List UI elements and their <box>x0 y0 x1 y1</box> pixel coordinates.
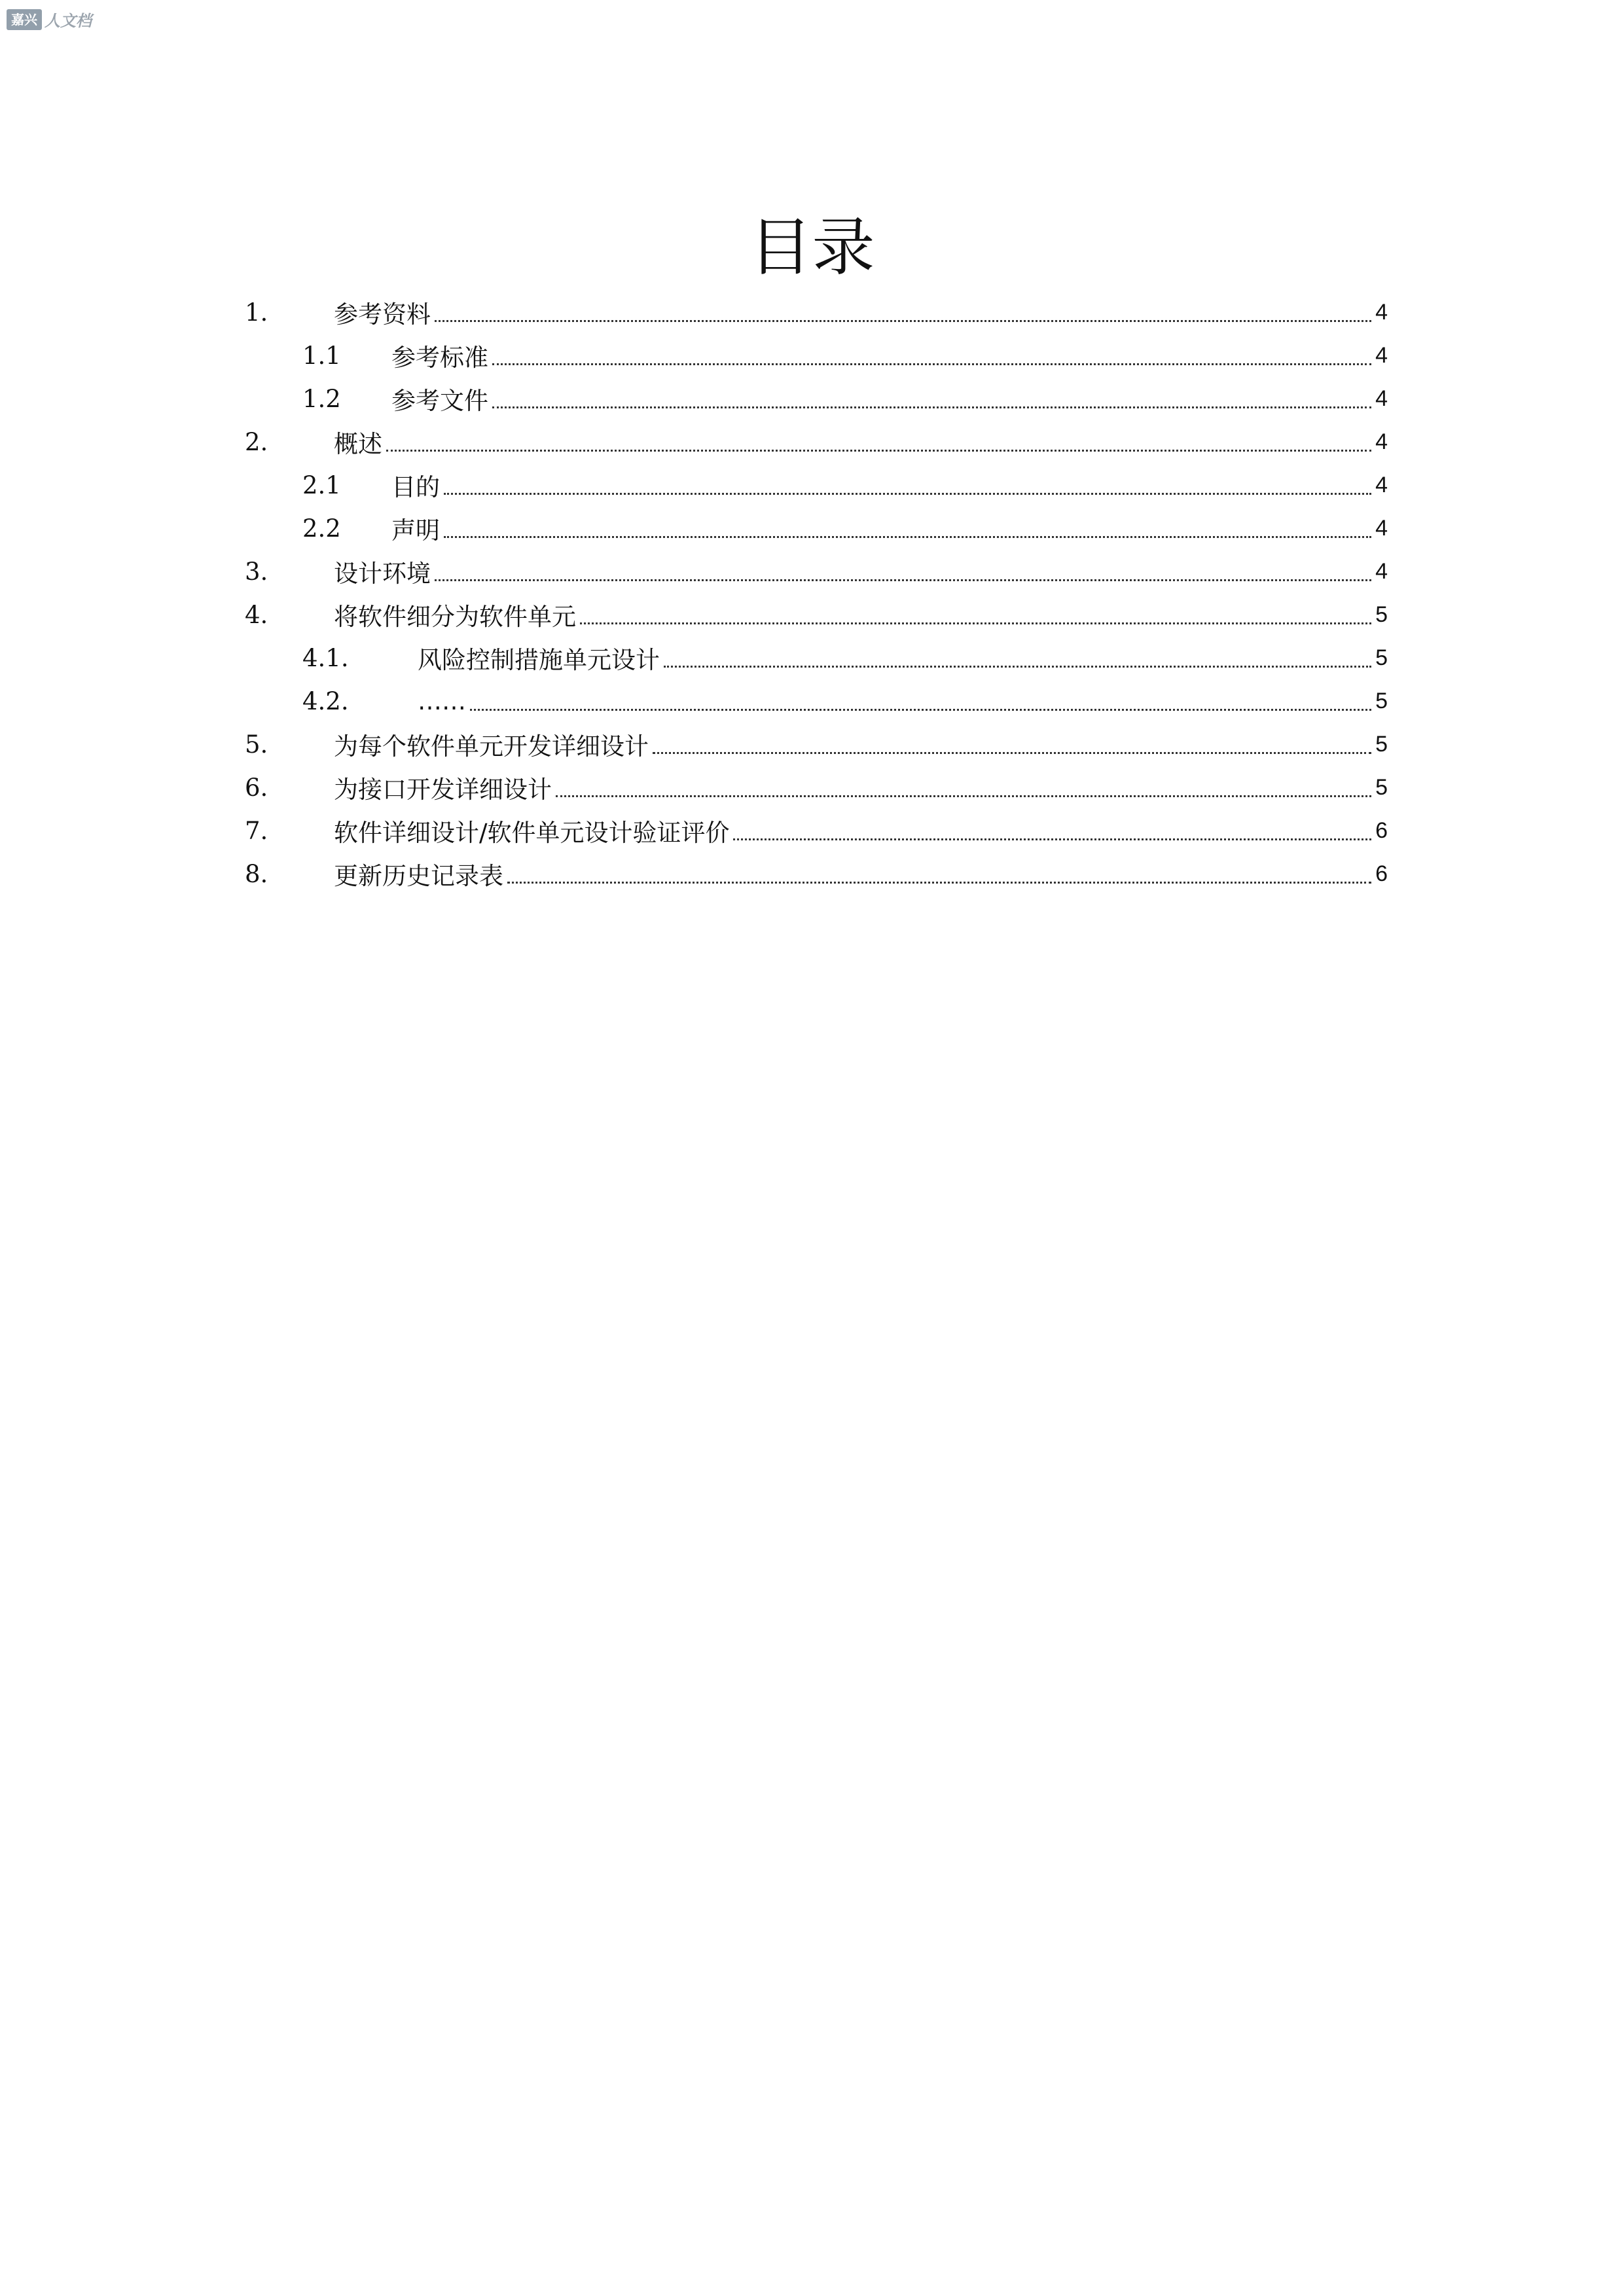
toc-leader-dots <box>580 622 1371 624</box>
toc-entry-number: 1.1 <box>302 341 341 370</box>
toc-entry[interactable] <box>245 291 1388 334</box>
table-of-contents <box>245 291 1388 895</box>
toc-entry-number: 4.2. <box>302 687 349 715</box>
toc-entry[interactable] <box>245 723 1388 766</box>
toc-leader-dots <box>664 666 1371 668</box>
toc-entry[interactable] <box>245 809 1388 852</box>
toc-entry-page: 4 <box>1375 299 1388 325</box>
toc-entry[interactable] <box>245 377 1388 420</box>
toc-entry[interactable] <box>245 679 1388 723</box>
toc-entry[interactable] <box>245 766 1388 809</box>
toc-entry-number: 2.1 <box>302 471 341 499</box>
toc-leader-dots <box>470 709 1371 711</box>
watermark-logo-text: 人文档 <box>45 12 92 30</box>
toc-entry-page: 5 <box>1375 731 1388 757</box>
toc-entry-page: 4 <box>1375 429 1388 454</box>
toc-entry-number: 4. <box>245 600 268 629</box>
toc-entry-title: 参考文件 <box>391 387 488 415</box>
toc-entry[interactable] <box>245 550 1388 593</box>
toc-entry-page: 5 <box>1375 601 1388 627</box>
toc-entry-number: 7. <box>245 816 268 845</box>
toc-entry-title: 参考标准 <box>391 344 488 372</box>
page-title: 目录 <box>749 211 875 284</box>
toc-leader-dots <box>444 536 1371 538</box>
toc-entry-title: …… <box>418 687 466 715</box>
toc-entry[interactable] <box>245 507 1388 550</box>
toc-entry-page: 4 <box>1375 515 1388 541</box>
toc-entry-title: 为接口开发详细设计 <box>334 776 552 804</box>
toc-entry[interactable] <box>245 334 1388 377</box>
toc-leader-dots <box>733 838 1371 840</box>
toc-entry-title: 目的 <box>391 473 440 501</box>
toc-leader-dots <box>653 752 1371 754</box>
toc-entry-number: 8. <box>245 859 268 888</box>
toc-entry-number: 1.2 <box>302 384 341 413</box>
watermark-logo <box>7 8 92 31</box>
toc-entry-title: 将软件细分为软件单元 <box>334 603 576 631</box>
toc-entry-title: 软件详细设计/软件单元设计验证评价 <box>334 819 730 847</box>
toc-entry-title: 更新历史记录表 <box>334 862 503 890</box>
toc-entry-number: 3. <box>245 557 268 586</box>
toc-entry-page: 5 <box>1375 645 1388 670</box>
toc-entry-title: 风险控制措施单元设计 <box>418 646 660 674</box>
toc-entry-number: 5. <box>245 730 268 759</box>
toc-leader-dots <box>444 493 1371 495</box>
toc-entry-page: 6 <box>1375 817 1388 843</box>
toc-leader-dots <box>556 795 1371 797</box>
toc-entry-title: 声明 <box>391 516 440 545</box>
watermark-logo-box: 嘉兴 <box>7 9 42 30</box>
toc-entry[interactable] <box>245 636 1388 679</box>
toc-entry-number: 2.2 <box>302 514 341 543</box>
toc-entry[interactable] <box>245 852 1388 895</box>
toc-entry-page: 4 <box>1375 472 1388 497</box>
toc-entry-page: 5 <box>1375 774 1388 800</box>
toc-entry[interactable] <box>245 420 1388 463</box>
toc-entry-number: 6. <box>245 773 268 802</box>
toc-entry-number: 4.1. <box>302 643 349 672</box>
toc-entry-number: 2. <box>245 427 268 456</box>
toc-entry-title: 设计环境 <box>334 560 431 588</box>
toc-entry-title: 概述 <box>334 430 382 458</box>
toc-leader-dots <box>507 882 1371 884</box>
toc-leader-dots <box>492 363 1371 365</box>
toc-leader-dots <box>435 320 1371 322</box>
toc-entry-page: 4 <box>1375 558 1388 584</box>
toc-entry-page: 6 <box>1375 861 1388 886</box>
toc-entry-page: 4 <box>1375 386 1388 411</box>
toc-entry-title: 参考资料 <box>334 300 431 329</box>
toc-entry-page: 4 <box>1375 342 1388 368</box>
toc-entry-number: 1. <box>245 298 268 327</box>
toc-entry-page: 5 <box>1375 688 1388 713</box>
toc-leader-dots <box>492 406 1371 408</box>
toc-entry[interactable] <box>245 593 1388 636</box>
toc-entry[interactable] <box>245 463 1388 507</box>
toc-entry-title: 为每个软件单元开发详细设计 <box>334 732 649 761</box>
toc-leader-dots <box>386 450 1371 452</box>
toc-leader-dots <box>435 579 1371 581</box>
